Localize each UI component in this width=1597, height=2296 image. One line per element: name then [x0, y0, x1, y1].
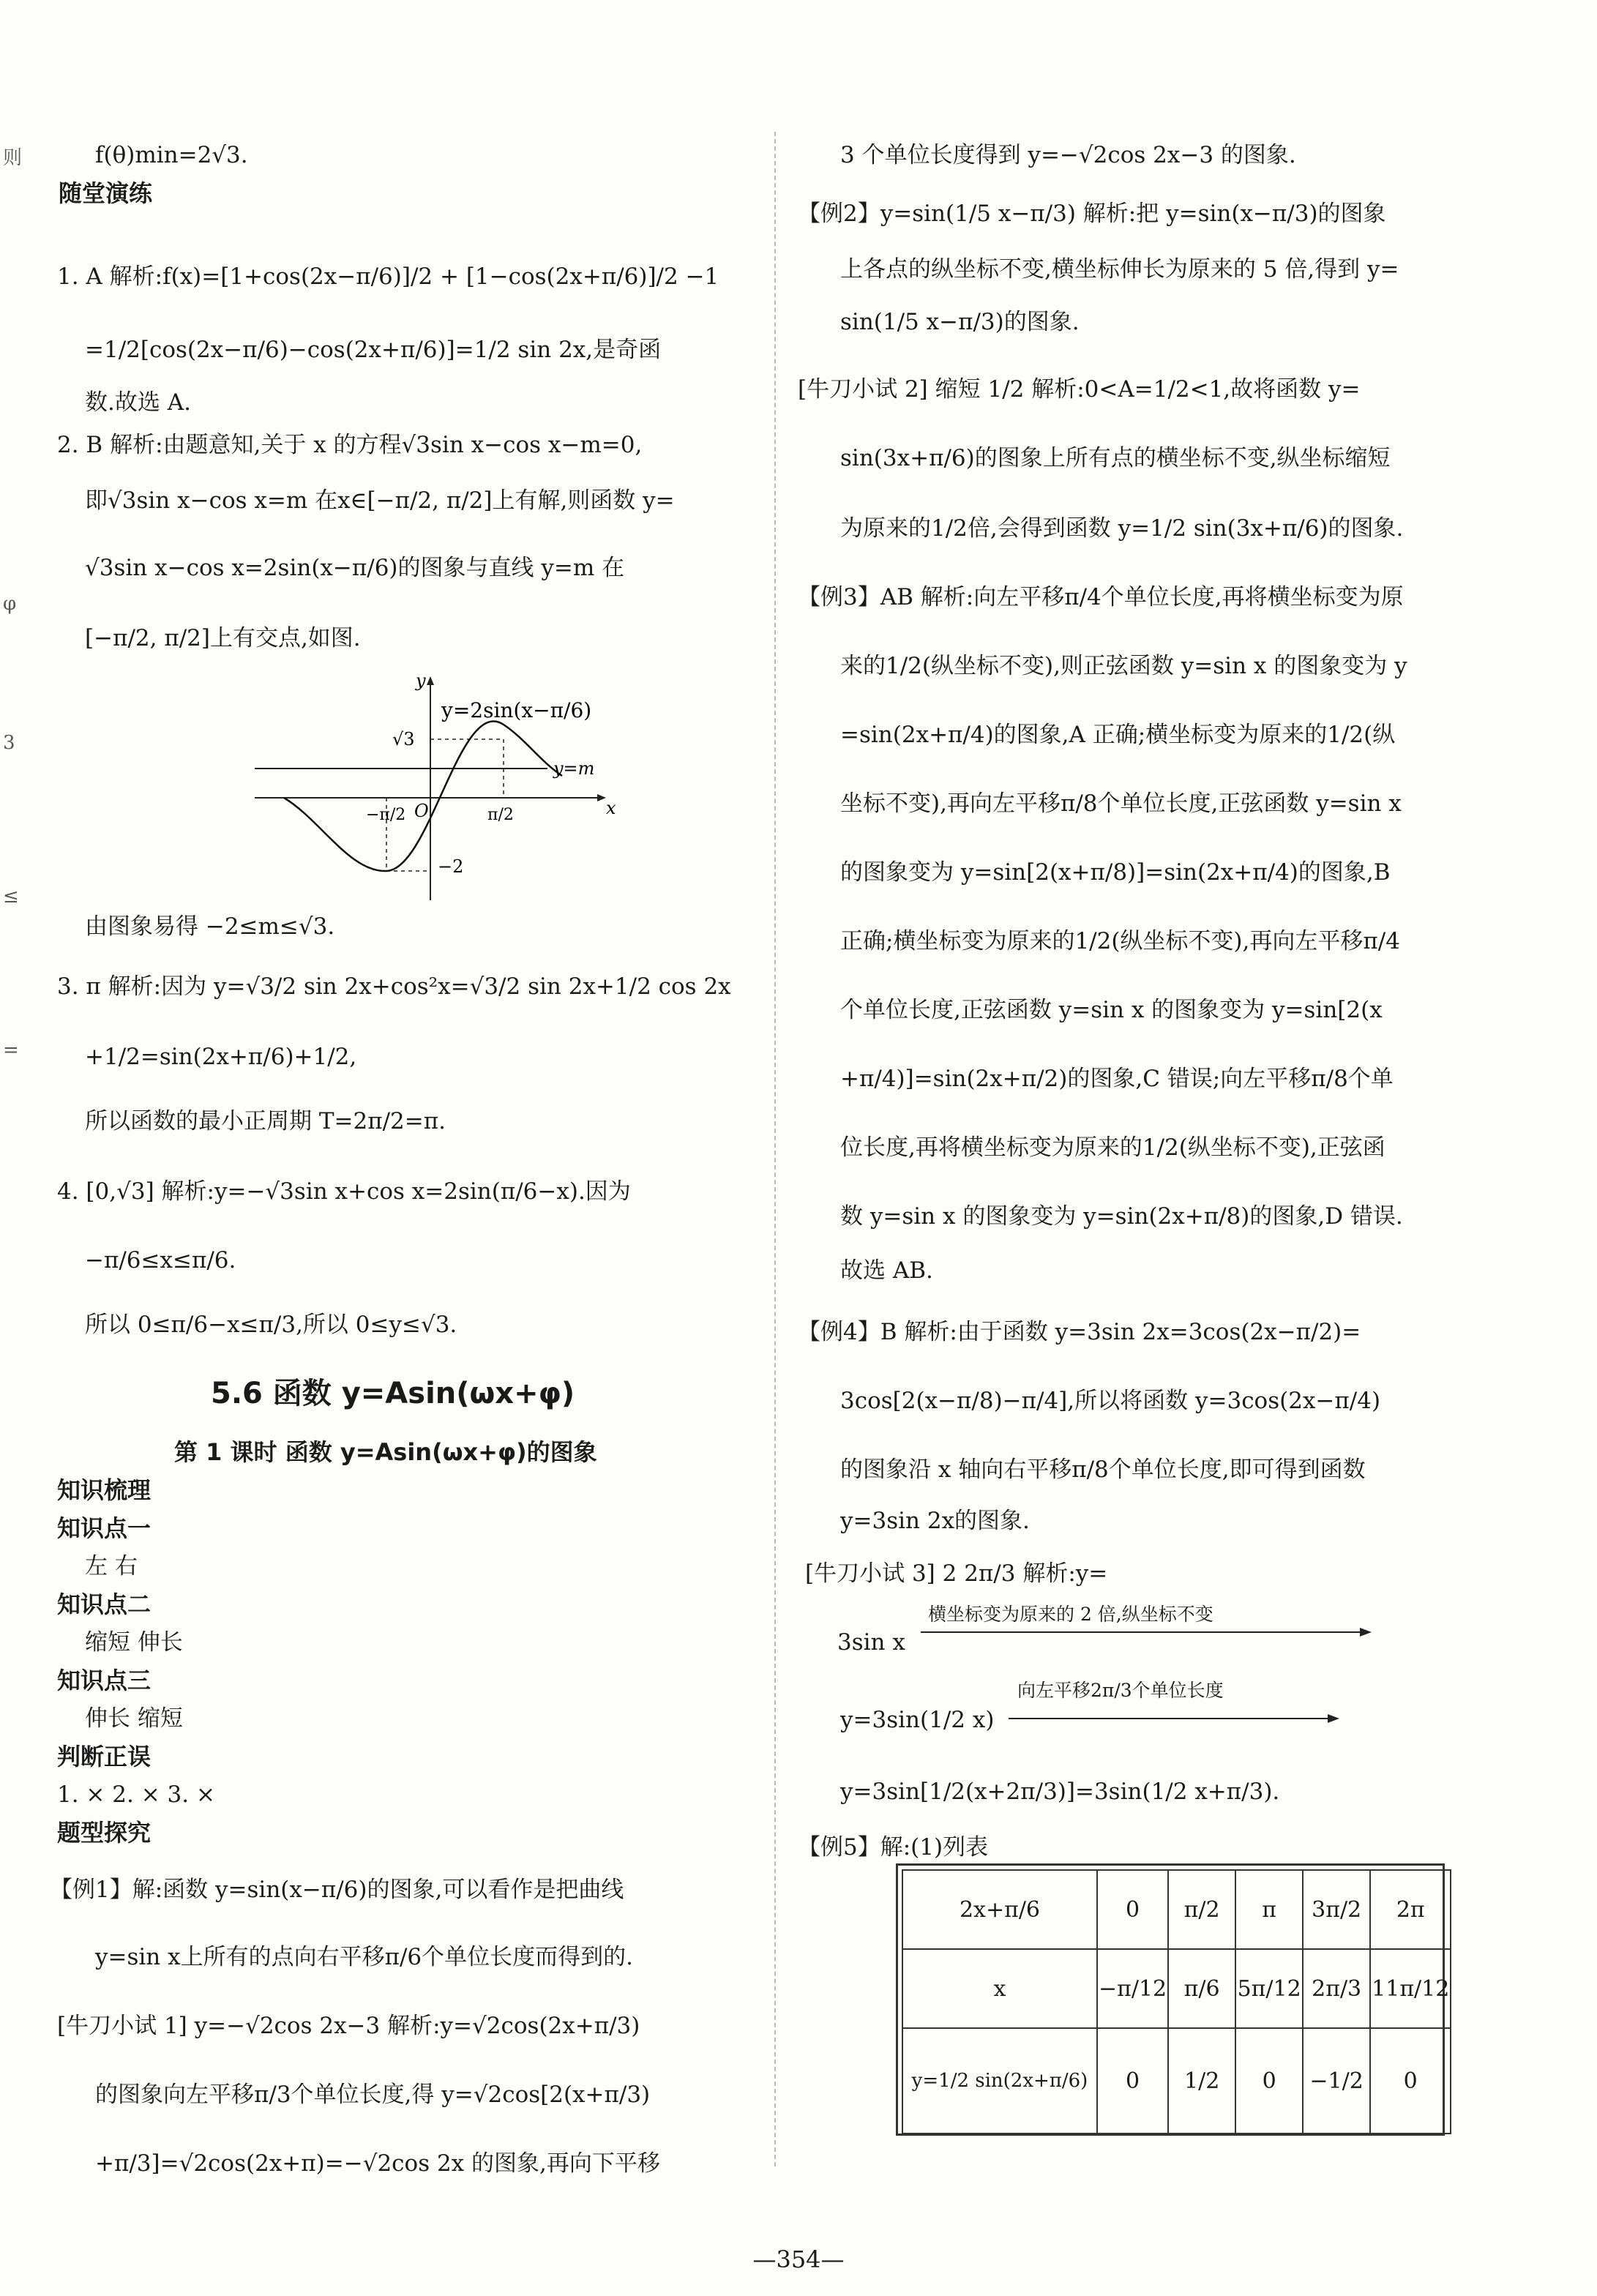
text-line: 的图象变为 y=sin[2(x+π/8)]=sin(2x+π/4)的图象,B [840, 859, 1391, 886]
table-cell: 5π/12 [1235, 1949, 1303, 2028]
example-5: 【例5】解:(1)列表 [798, 1834, 989, 1861]
text-line: 缩短 伸长 [85, 1629, 183, 1656]
table-row [902, 1949, 1451, 2028]
table-cell: π/6 [1168, 1949, 1235, 2028]
value-table [902, 1869, 1451, 2134]
table-cell: 11π/12 [1370, 1949, 1451, 2028]
heading-point-3: 知识点三 [57, 1667, 152, 1694]
heading-judge: 判断正误 [57, 1743, 152, 1770]
text-line: 个单位长度,正弦函数 y=sin x 的图象变为 y=sin[2(x [840, 997, 1383, 1023]
text-line: 伸长 缩短 [85, 1705, 183, 1732]
text-line: +π/4)]=sin(2x+π/2)的图象,C 错误;向左平移π/8个单 [840, 1066, 1394, 1092]
table-row [902, 2028, 1451, 2134]
tick-minus-pi-half: −π/2 [366, 806, 406, 824]
text-line: 正确;横坐标变为原来的1/2(纵坐标不变),再向左平移π/4 [840, 928, 1400, 954]
heading-knowledge: 知识梳理 [57, 1476, 152, 1504]
text-line: 即√3sin x−cos x=m 在x∈[−π/2, π/2]上有解,则函数 y= [85, 487, 675, 514]
table-cell: 0 [1097, 2028, 1168, 2134]
trial-1: [牛刀小试 1] y=−√2cos 2x−3 解析:y=√2cos(2x+π/3) [57, 2013, 640, 2039]
text-line: [−π/2, π/2]上有交点,如图. [85, 625, 361, 651]
text-line: =1/2[cos(2x−π/6)−cos(2x+π/6)]=1/2 sin 2x,是奇函 [85, 337, 662, 363]
table-cell: y=1/2 sin(2x+π/6) [902, 2028, 1097, 2134]
text-line: 3sin x [837, 1629, 905, 1656]
sine-graph [255, 673, 635, 908]
text-line: 来的1/2(纵坐标不变),则正弦函数 y=sin x 的图象变为 y [840, 653, 1407, 679]
text-line: 坐标不变),再向左平移π/8个单位长度,正弦函数 y=sin x [840, 790, 1402, 817]
text-line: 数.故选 A. [85, 389, 191, 416]
example-3: 【例3】AB 解析:向左平移π/4个单位长度,再将横坐标变为原 [798, 584, 1404, 610]
table-cell: π/2 [1168, 1870, 1235, 1949]
text-line: y=3sin 2x的图象. [840, 1508, 1030, 1534]
table-cell: −1/2 [1303, 2028, 1370, 2134]
heading-explore: 题型探究 [57, 1819, 152, 1847]
arrow-2 [1009, 1713, 1345, 1724]
arrow-label-1: 横坐标变为原来的 2 倍,纵坐标不变 [928, 1604, 1213, 1625]
trial-2: [牛刀小试 2] 缩短 1/2 解析:0<A=1/2<1,故将函数 y= [798, 376, 1361, 403]
table-cell: x [902, 1949, 1097, 2028]
text-line: 左 右 [85, 1553, 138, 1579]
section-title: 5.6 函数 y=Asin(ωx+φ) [211, 1377, 575, 1410]
text-line: +π/3]=√2cos(2x+π)=−√2cos 2x 的图象,再向下平移 [95, 2150, 660, 2177]
example-1: 【例1】解:函数 y=sin(x−π/6)的图象,可以看作是把曲线 [50, 1877, 624, 1903]
text-line: y=3sin(1/2 x) [840, 1707, 995, 1733]
margin-mark: 3 [3, 732, 15, 754]
table-cell: 0 [1370, 2028, 1451, 2134]
margin-mark: φ [3, 593, 17, 615]
page-number: —354— [752, 2245, 845, 2273]
table-cell: 2x+π/6 [902, 1870, 1097, 1949]
text-line: 数 y=sin x 的图象变为 y=sin(2x+π/8)的图象,D 错误. [840, 1203, 1403, 1230]
text-line: =sin(2x+π/4)的图象,A 正确;横坐标变为原来的1/2(纵 [840, 722, 1396, 748]
table-cell: 3π/2 [1303, 1870, 1370, 1949]
answer-3: 3. π 解析:因为 y=√3/2 sin 2x+cos²x=√3/2 sin 2x+1/2 cos 2x [57, 973, 731, 1000]
example-4: 【例4】B 解析:由于函数 y=3sin 2x=3cos(2x−π/2)= [798, 1319, 1361, 1345]
arrow-1 [921, 1626, 1375, 1638]
tick-minus2: −2 [438, 856, 464, 877]
text-line: sin(3x+π/6)的图象上所有点的横坐标不变,纵坐标缩短 [840, 445, 1391, 471]
table-cell: 1/2 [1168, 2028, 1235, 2134]
example-2: 【例2】y=sin(1/5 x−π/3) 解析:把 y=sin(x−π/3)的图象 [798, 201, 1386, 227]
text-line: 1. × 2. × 3. × [57, 1781, 215, 1808]
arrow-label-2: 向左平移2π/3个单位长度 [1017, 1680, 1224, 1701]
text-line: √3sin x−cos x=2sin(x−π/6)的图象与直线 y=m 在 [85, 555, 625, 581]
table-cell: π [1235, 1870, 1303, 1949]
text-line: −π/6≤x≤π/6. [85, 1247, 236, 1274]
text-line: 上各点的纵坐标不变,横坐标伸长为原来的 5 倍,得到 y= [840, 256, 1399, 283]
heading-practice: 随堂演练 [59, 179, 153, 207]
margin-mark: = [3, 1039, 19, 1061]
answer-4: 4. [0,√3] 解析:y=−√3sin x+cos x=2sin(π/6−x).因为 [57, 1178, 631, 1205]
x-axis-arrow [597, 794, 606, 801]
answer-1: 1. A 解析:f(x)=[1+cos(2x−π/6)]/2 + [1−cos(2x+π/6)]/2 −1 [57, 263, 719, 290]
origin-label: O [414, 801, 429, 821]
lesson-title: 第 1 课时 函数 y=Asin(ωx+φ)的图象 [174, 1438, 597, 1466]
text-line: sin(1/5 x−π/3)的图象. [840, 309, 1080, 335]
text-line: 所以函数的最小正周期 T=2π/2=π. [85, 1108, 446, 1134]
curve-label: y=2sin(x−π/6) [441, 698, 592, 722]
table-cell: 0 [1235, 2028, 1303, 2134]
tick-pi-half: π/2 [487, 806, 514, 824]
margin-mark: ≤ [3, 886, 19, 908]
column-divider [774, 132, 776, 2166]
text-line: y=3sin[1/2(x+2π/3)]=3sin(1/2 x+π/3). [840, 1779, 1280, 1805]
table-cell: 2π [1370, 1870, 1451, 1949]
heading-point-1: 知识点一 [57, 1514, 152, 1542]
table-row [902, 1870, 1451, 1949]
text-line: 3cos[2(x−π/8)−π/4],所以将函数 y=3cos(2x−π/4) [840, 1388, 1381, 1414]
sine-curve [284, 721, 562, 871]
y-axis-label: y [416, 673, 426, 691]
text-line: 的图象沿 x 轴向右平移π/8个单位长度,即可得到函数 [840, 1456, 1366, 1483]
text-line: 故选 AB. [840, 1257, 933, 1284]
table-cell: 0 [1097, 1870, 1168, 1949]
trial-3: [牛刀小试 3] 2 2π/3 解析:y= [805, 1560, 1108, 1587]
y-axis-arrow [427, 676, 434, 685]
answer-2: 2. B 解析:由题意知,关于 x 的方程√3sin x−cos x−m=0, [57, 432, 643, 458]
x-axis-label: x [606, 798, 616, 818]
tick-sqrt3: √3 [392, 729, 415, 749]
heading-point-2: 知识点二 [57, 1590, 152, 1618]
text-line: +1/2=sin(2x+π/6)+1/2, [85, 1044, 357, 1070]
text-line: 3 个单位长度得到 y=−√2cos 2x−3 的图象. [840, 142, 1296, 168]
text-line: f(θ)min=2√3. [95, 142, 248, 168]
margin-mark: 则 [3, 147, 23, 169]
table-cell: 2π/3 [1303, 1949, 1370, 2028]
text-line: 所以 0≤π/6−x≤π/3,所以 0≤y≤√3. [85, 1312, 457, 1338]
table-cell: −π/12 [1097, 1949, 1168, 2028]
text-line: 位长度,再将横坐标变为原来的1/2(纵坐标不变),正弦函 [840, 1134, 1385, 1161]
line-label: y=m [553, 758, 595, 779]
text-line: 由图象易得 −2≤m≤√3. [85, 913, 335, 940]
text-line: y=sin x上所有的点向右平移π/6个单位长度而得到的. [95, 1944, 634, 1970]
text-line: 的图象向左平移π/3个单位长度,得 y=√2cos[2(x+π/3) [95, 2082, 651, 2108]
text-line: 为原来的1/2倍,会得到函数 y=1/2 sin(3x+π/6)的图象. [840, 515, 1404, 542]
